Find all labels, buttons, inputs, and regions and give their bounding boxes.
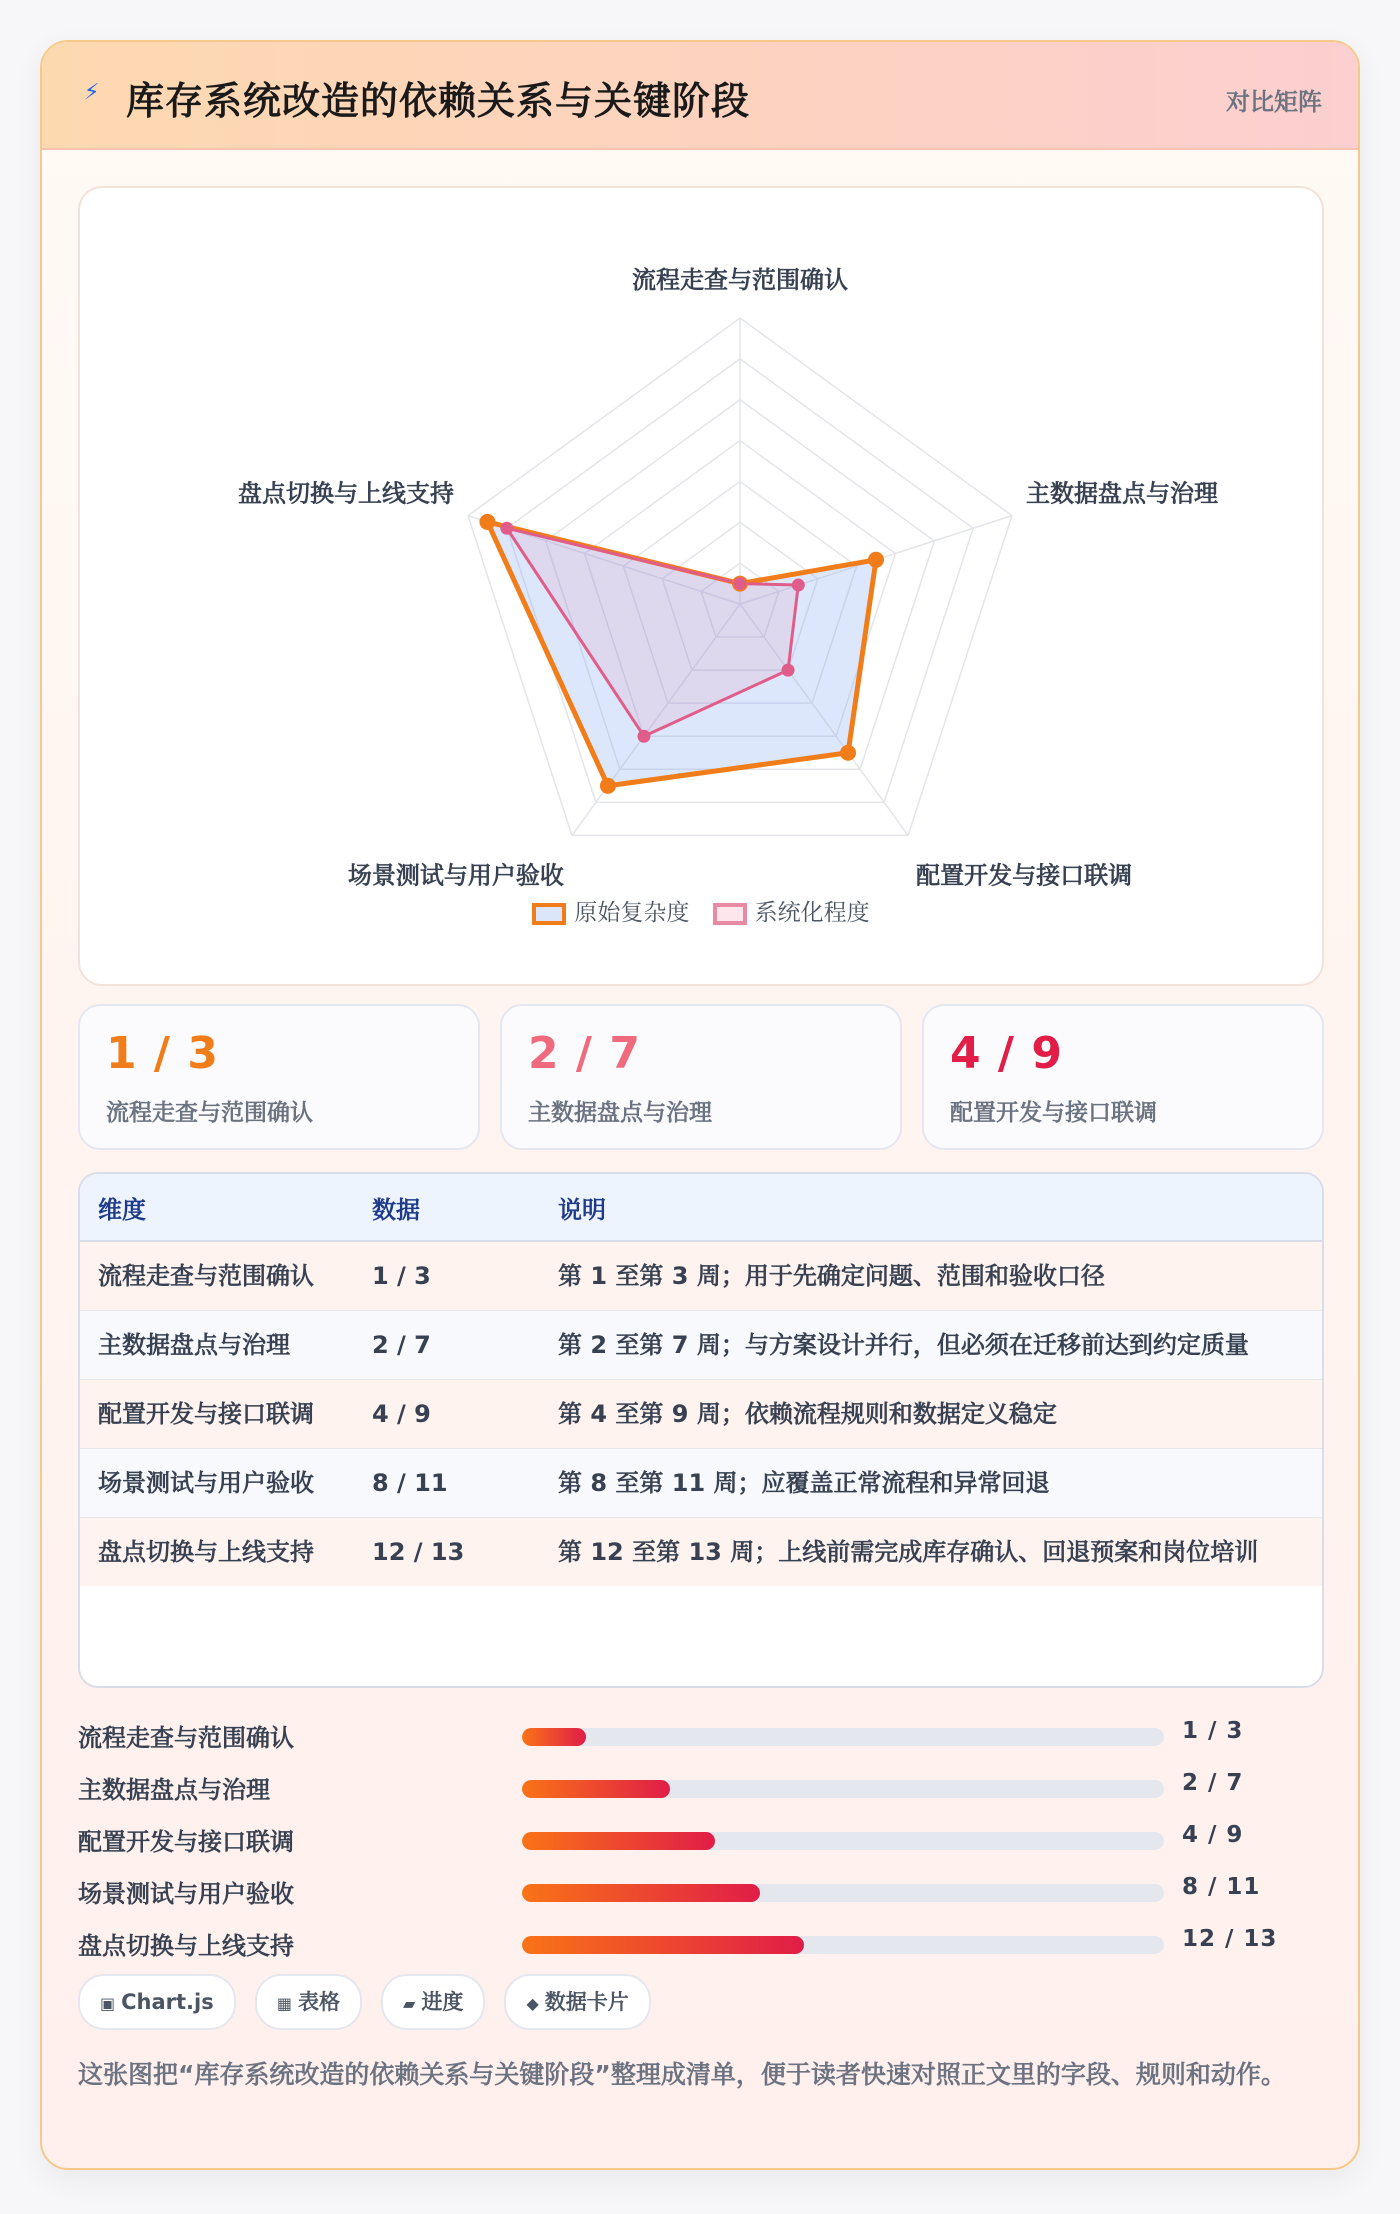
progress-track bbox=[522, 1780, 1164, 1798]
column-header: 说明 bbox=[540, 1174, 1322, 1241]
radar-point bbox=[600, 778, 616, 794]
progress-fill bbox=[522, 1884, 760, 1902]
progress-label: 盘点切换与上线支持 bbox=[78, 1932, 294, 1960]
radar-axis-label: 盘点切换与上线支持 bbox=[238, 479, 455, 508]
table-header-row bbox=[80, 1174, 1322, 1241]
table-row bbox=[80, 1241, 1322, 1311]
progress-row bbox=[78, 1762, 1320, 1814]
grid-icon: ▦ bbox=[276, 1994, 292, 2013]
tag-label: Chart.js bbox=[121, 1990, 214, 2014]
stat-card bbox=[500, 1004, 902, 1150]
radar-svg bbox=[80, 188, 1322, 888]
legend-swatch bbox=[713, 903, 747, 925]
progress-fill bbox=[522, 1780, 670, 1798]
progress-value: 12 / 13 bbox=[1182, 1926, 1278, 1952]
progress-bars bbox=[78, 1710, 1320, 1970]
progress-track bbox=[522, 1936, 1164, 1954]
diamond-icon: ◆ bbox=[526, 1994, 539, 2013]
stat-label: 配置开发与接口联调 bbox=[950, 1100, 1157, 1126]
stat-label: 主数据盘点与治理 bbox=[528, 1100, 712, 1126]
progress-value: 2 / 7 bbox=[1182, 1770, 1244, 1796]
progress-label: 流程走查与范围确认 bbox=[78, 1724, 294, 1752]
progress-label: 配置开发与接口联调 bbox=[78, 1828, 294, 1856]
progress-row bbox=[78, 1918, 1320, 1970]
radar-point bbox=[734, 577, 747, 590]
radar-axis-label: 主数据盘点与治理 bbox=[1025, 479, 1218, 508]
radar-point bbox=[500, 522, 513, 535]
caption-text: 这张图把“库存系统改造的依赖关系与关键阶段”整理成清单，便于读者快速对照正文里的字段、规则和动作。 bbox=[78, 2060, 1286, 2089]
stat-label: 流程走查与范围确认 bbox=[106, 1100, 313, 1126]
radar-point bbox=[637, 730, 650, 743]
table-row bbox=[80, 1449, 1322, 1518]
cell-dimension: 盘点切换与上线支持 bbox=[80, 1518, 354, 1587]
header-badge: 对比矩阵 bbox=[1226, 88, 1322, 116]
radar-point bbox=[868, 552, 884, 568]
progress-value: 4 / 9 bbox=[1182, 1822, 1244, 1848]
legend-item-systematic[interactable] bbox=[713, 894, 870, 927]
cell-dimension: 场景测试与用户验收 bbox=[80, 1449, 354, 1518]
tag-progress[interactable] bbox=[381, 1974, 485, 2030]
progress-label: 场景测试与用户验收 bbox=[78, 1880, 294, 1908]
data-table bbox=[78, 1172, 1324, 1688]
legend-item-original[interactable] bbox=[532, 894, 689, 927]
cell-data: 2 / 7 bbox=[354, 1311, 540, 1380]
table-row bbox=[80, 1518, 1322, 1587]
stat-value: 1 / 3 bbox=[106, 1028, 219, 1079]
tag-table[interactable] bbox=[255, 1974, 362, 2030]
cell-description: 第 1 至第 3 周；用于先确定问题、范围和验收口径 bbox=[540, 1241, 1322, 1311]
lightning-icon: ⚡ bbox=[84, 80, 100, 105]
progress-fill bbox=[522, 1728, 586, 1746]
tag-label: 进度 bbox=[421, 1990, 464, 2014]
radar-axis-label: 配置开发与接口联调 bbox=[916, 861, 1133, 888]
chart-legend bbox=[80, 894, 1322, 927]
progress-icon: ▰ bbox=[403, 1994, 416, 2013]
progress-fill bbox=[522, 1832, 715, 1850]
cell-description: 第 8 至第 11 周；应覆盖正常流程和异常回退 bbox=[540, 1449, 1322, 1518]
stat-card bbox=[922, 1004, 1324, 1150]
progress-label: 主数据盘点与治理 bbox=[78, 1776, 270, 1804]
progress-value: 8 / 11 bbox=[1182, 1874, 1261, 1900]
card-header bbox=[42, 42, 1358, 150]
progress-track bbox=[522, 1832, 1164, 1850]
legend-label: 系统化程度 bbox=[754, 900, 870, 926]
stat-value: 4 / 9 bbox=[950, 1028, 1063, 1079]
cell-data: 8 / 11 bbox=[354, 1449, 540, 1518]
progress-track bbox=[522, 1728, 1164, 1746]
page-title: 库存系统改造的依赖关系与关键阶段 bbox=[126, 79, 751, 123]
tag-list bbox=[78, 1974, 665, 2030]
cell-description: 第 2 至第 7 周；与方案设计并行，但必须在迁移前达到约定质量 bbox=[540, 1311, 1322, 1380]
square-icon: ▣ bbox=[100, 1994, 116, 2013]
legend-label: 原始复杂度 bbox=[574, 900, 690, 926]
tag-chartjs[interactable] bbox=[78, 1974, 236, 2030]
progress-fill bbox=[522, 1936, 804, 1954]
legend-swatch bbox=[532, 903, 566, 925]
table-row bbox=[80, 1311, 1322, 1380]
radar-point bbox=[792, 579, 805, 592]
progress-row bbox=[78, 1814, 1320, 1866]
radar-point bbox=[479, 514, 495, 530]
tag-label: 数据卡片 bbox=[544, 1990, 629, 2014]
tag-label: 表格 bbox=[297, 1990, 340, 2014]
cell-data: 4 / 9 bbox=[354, 1380, 540, 1449]
progress-value: 1 / 3 bbox=[1182, 1718, 1244, 1744]
cell-dimension: 流程走查与范围确认 bbox=[80, 1241, 354, 1311]
radar-axis-label: 场景测试与用户验收 bbox=[347, 861, 564, 888]
radar-chart bbox=[78, 186, 1324, 986]
cell-description: 第 12 至第 13 周；上线前需完成库存确认、回退预案和岗位培训 bbox=[540, 1518, 1322, 1587]
radar-point bbox=[782, 664, 795, 677]
stat-value: 2 / 7 bbox=[528, 1028, 641, 1079]
stat-card bbox=[78, 1004, 480, 1150]
cell-data: 1 / 3 bbox=[354, 1241, 540, 1311]
progress-track bbox=[522, 1884, 1164, 1902]
cell-description: 第 4 至第 9 周；依赖流程规则和数据定义稳定 bbox=[540, 1380, 1322, 1449]
tag-data-card[interactable] bbox=[504, 1974, 650, 2030]
table-row bbox=[80, 1380, 1322, 1449]
progress-row bbox=[78, 1866, 1320, 1918]
column-header: 维度 bbox=[80, 1174, 354, 1241]
radar-point bbox=[840, 745, 856, 761]
stat-cards bbox=[78, 1004, 1320, 1146]
column-header: 数据 bbox=[354, 1174, 540, 1241]
cell-data: 12 / 13 bbox=[354, 1518, 540, 1587]
progress-row bbox=[78, 1710, 1320, 1762]
cell-dimension: 配置开发与接口联调 bbox=[80, 1380, 354, 1449]
cell-dimension: 主数据盘点与治理 bbox=[80, 1311, 354, 1380]
radar-axis-label: 流程走查与范围确认 bbox=[632, 266, 848, 294]
main-card bbox=[40, 40, 1360, 2170]
